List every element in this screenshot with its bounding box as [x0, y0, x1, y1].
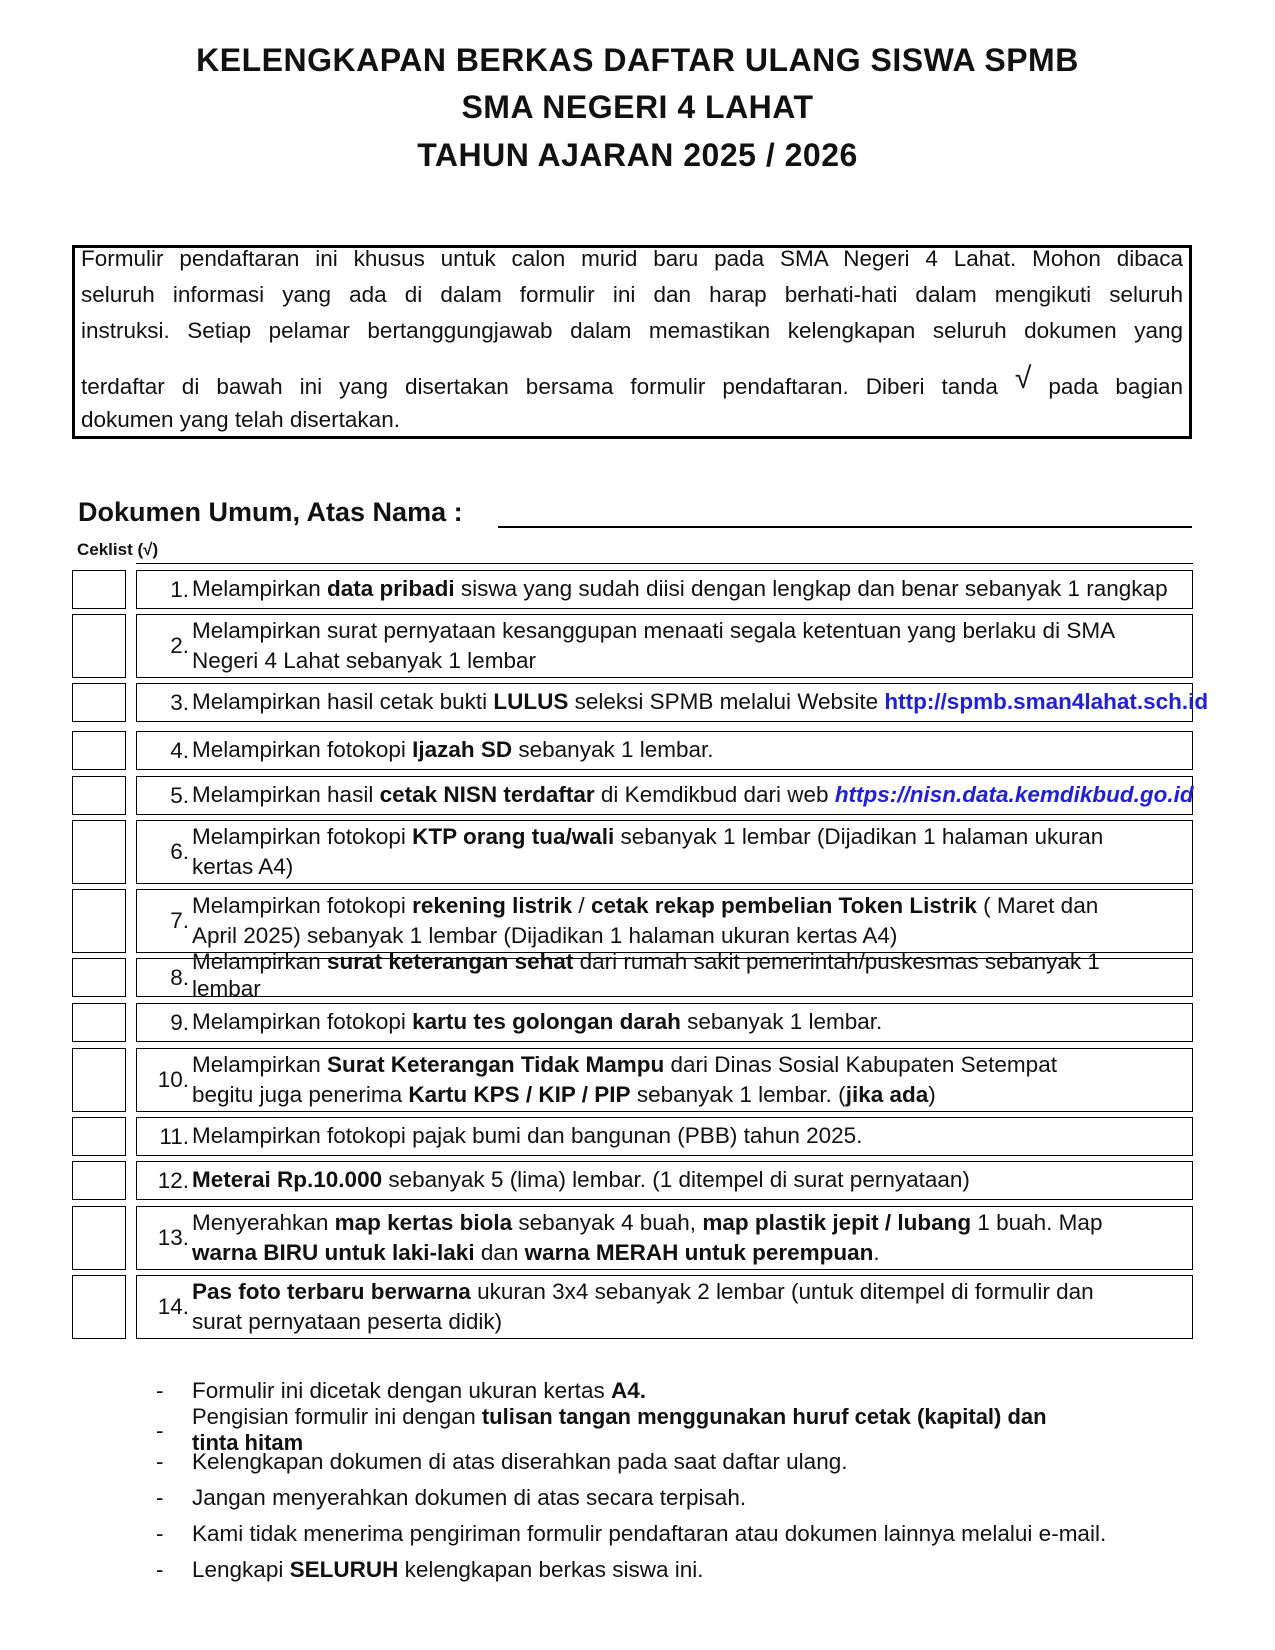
checklist-item [136, 776, 1193, 815]
note-text [192, 1404, 1047, 1455]
name-underline-field[interactable] [498, 526, 1192, 528]
item-number: 10. [157, 1067, 189, 1092]
note-text [192, 1376, 646, 1406]
item-number: 2. [170, 633, 189, 658]
text-segment: Melampirkan [192, 949, 328, 974]
text-segment: Formulir ini dicetak dengan ukuran kertas [192, 1378, 611, 1403]
text-segment: A4. [610, 1378, 646, 1403]
item-text-line-1 [192, 1050, 1192, 1080]
checklist-checkbox[interactable] [72, 1003, 126, 1042]
text-segment: Surat Keterangan Tidak Mampu [327, 1052, 665, 1077]
text-segment: lembar [192, 976, 261, 1001]
text-segment: Melampirkan fotokopi pajak bumi dan bangunan (PBB) tahun 2025. [192, 1123, 863, 1148]
checklist-checkbox[interactable] [72, 570, 126, 609]
intro-line-4-text-b: pada bagian [1048, 374, 1183, 399]
text-segment: tinta hitam [192, 1430, 304, 1455]
item-number: 8. [170, 964, 189, 990]
item-text-line-2 [192, 646, 1192, 676]
item-text-line-1 [192, 1277, 1192, 1307]
checklist-item [136, 614, 1193, 678]
text-segment: map plastik jepit / lubang [702, 1210, 972, 1235]
item-number: 5. [170, 782, 189, 808]
text-segment: Negeri 4 Lahat sebanyak 1 lembar [192, 648, 536, 673]
text-segment: sebanyak 1 lembar. ( [630, 1082, 846, 1107]
text-segment: Kelengkapan dokumen di atas diserahkan pada saat daftar ulang. [192, 1449, 848, 1474]
item-number: 11. [159, 1123, 189, 1149]
text-segment: Melampirkan fotokopi [192, 824, 413, 849]
text-segment: siswa yang sudah diisi dengan lengkap dan benar sebanyak 1 rangkap [454, 576, 1168, 601]
note-dash: - [156, 1378, 164, 1403]
text-segment: Melampirkan fotokopi [192, 737, 413, 762]
note-text [192, 1483, 746, 1513]
website-link[interactable]: https://nisn.data.kemdikbud.go.id [834, 782, 1194, 807]
text-segment: dan [474, 1240, 525, 1265]
note-dash: - [156, 1485, 164, 1510]
intro-line-1: Formulir pendaftaran ini khusus untuk calon murid baru pada SMA Negeri 4 Lahat. Mohon dibaca [81, 246, 1183, 271]
item-text-line-2 [192, 852, 1192, 882]
checklist-item [136, 1048, 1193, 1112]
text-segment: Melampirkan fotokopi [192, 1009, 413, 1034]
text-segment: warna BIRU untuk laki-laki [192, 1240, 475, 1265]
text-segment: surat keterangan sehat [327, 949, 574, 974]
text-segment: kartu tes golongan darah [412, 1009, 681, 1034]
item-text-line-1 [192, 1208, 1192, 1238]
text-segment: . [873, 1240, 880, 1265]
item-text-line-2 [192, 1080, 1192, 1110]
text-segment: April 2025) sebanyak 1 lembar (Dijadikan 1 halaman ukuran kertas A4) [192, 923, 898, 948]
text-segment: ) [928, 1082, 936, 1107]
page-title-line-1: KELENGKAPAN BERKAS DAFTAR ULANG SISWA SPMB [196, 42, 1079, 78]
text-segment: surat pernyataan peserta didik) [192, 1309, 503, 1334]
text-segment: data pribadi [327, 576, 455, 601]
text-segment: Meterai Rp.10.000 [192, 1167, 383, 1192]
checklist-checkbox[interactable] [72, 614, 126, 678]
text-segment: Melampirkan fotokopi [192, 893, 413, 918]
checklist-item [136, 1275, 1193, 1339]
website-link[interactable]: http://spmb.sman4lahat.sch.id [884, 689, 1209, 714]
checklist-checkbox[interactable] [72, 1206, 126, 1270]
item-text-line-1 [192, 822, 1192, 852]
intro-line-4 [81, 362, 1183, 402]
item-text-line-1 [192, 574, 1192, 604]
text-segment: kelengkapan berkas siswa ini. [398, 1557, 704, 1582]
text-segment: ukuran 3x4 sebanyak 2 lembar (untuk ditempel di formulir dan [470, 1279, 1094, 1304]
text-segment: Pas foto terbaru berwarna [192, 1279, 471, 1304]
item-text-line-1 [192, 1121, 1192, 1151]
text-segment: sebanyak 5 (lima) lembar. (1 ditempel di surat pernyataan) [382, 1167, 970, 1192]
text-segment: warna MERAH untuk perempuan [524, 1240, 874, 1265]
note-text [192, 1447, 847, 1477]
item-number: 14. [157, 1294, 189, 1319]
item-text-line-1 [192, 1165, 1192, 1195]
text-segment: cetak NISN terdaftar [379, 782, 595, 807]
item-text-line-1 [192, 687, 1209, 717]
text-segment: SELURUH [289, 1557, 399, 1582]
item-number: 4. [170, 737, 189, 763]
text-segment: tulisan tangan menggunakan huruf cetak (kapital) dan [481, 1404, 1047, 1429]
checklist-item [136, 949, 1193, 1001]
checklist-item [136, 1117, 1193, 1156]
text-segment: seleksi SPMB melalui Website [568, 689, 885, 714]
checklist-checkbox[interactable] [72, 1048, 126, 1112]
checklist-item [136, 820, 1193, 884]
text-segment: jika ada [845, 1082, 929, 1107]
text-segment: sebanyak 4 buah, [512, 1210, 703, 1235]
text-segment: Melampirkan surat pernyataan kesanggupan menaati segala ketentuan yang berlaku di SMA [192, 618, 1116, 643]
note-dash: - [156, 1418, 164, 1443]
section-heading: Dokumen Umum, Atas Nama : [78, 497, 463, 527]
item-number: 1. [170, 576, 189, 602]
text-segment: Lengkapi [192, 1557, 290, 1582]
intro-instructions-box [72, 245, 1192, 439]
ceklist-label: Ceklist (√) [77, 540, 159, 559]
item-text-line-1 [192, 891, 1192, 921]
checklist-item [136, 570, 1193, 609]
intro-line-4-text-a: terdaftar di bawah ini yang disertakan bersama formulir pendaftaran. Diberi tanda [81, 374, 998, 399]
intro-line-2: seluruh informasi yang ada di dalam formulir ini dan harap berhati-hati dalam mengikuti seluruh [81, 282, 1183, 307]
text-segment: begitu juga penerima [192, 1082, 409, 1107]
note-dash: - [156, 1521, 164, 1546]
item-text-line-1 [192, 735, 1192, 765]
text-segment: di Kemdikbud dari web [594, 782, 835, 807]
text-segment: Kami tidak menerima pengiriman formulir pendaftaran atau dokumen lainnya melalui e-mail. [192, 1521, 1107, 1546]
text-segment: Jangan menyerahkan dokumen di atas secara terpisah. [192, 1485, 747, 1510]
text-segment: Melampirkan [192, 576, 328, 601]
text-segment: Melampirkan hasil [192, 782, 380, 807]
note-text [192, 1519, 1106, 1549]
text-segment: Melampirkan [192, 1052, 328, 1077]
item-text-line-1 [192, 616, 1192, 646]
note-text [192, 1555, 704, 1585]
note-dash: - [156, 1449, 164, 1474]
text-segment: 1 buah. Map [971, 1210, 1103, 1235]
text-segment: Melampirkan hasil cetak bukti [192, 689, 494, 714]
checklist-checkbox[interactable] [72, 683, 126, 722]
checklist-checkbox[interactable] [72, 820, 126, 884]
checkmark-symbol: √ [1014, 362, 1032, 395]
text-segment: sebanyak 1 lembar. [512, 737, 714, 762]
item-text-line-2 [192, 974, 1192, 1004]
text-segment: LULUS [493, 689, 569, 714]
text-segment: ( Maret dan [976, 893, 1099, 918]
text-segment: dari Dinas Sosial Kabupaten Setempat [664, 1052, 1057, 1077]
intro-line-5: dokumen yang telah disertakan. [81, 407, 400, 432]
item-number: 12. [157, 1167, 189, 1193]
text-segment: KTP orang tua/wali [412, 824, 615, 849]
checklist-item [136, 683, 1209, 722]
item-number: 3. [170, 689, 189, 715]
item-number: 7. [170, 908, 189, 933]
checklist-checkbox[interactable] [72, 1117, 126, 1156]
checklist-checkbox[interactable] [72, 776, 126, 815]
table-top-rule [136, 563, 1193, 564]
item-text-line-1 [192, 780, 1192, 810]
text-segment: sebanyak 1 lembar. [680, 1009, 883, 1034]
checklist-checkbox[interactable] [72, 1161, 126, 1200]
checklist-item [136, 1003, 1193, 1042]
item-text-line-2 [192, 1307, 1192, 1337]
item-number: 13. [157, 1225, 189, 1250]
checklist-checkbox[interactable] [72, 889, 126, 953]
text-segment: Ijazah SD [412, 737, 513, 762]
checklist-item [136, 1161, 1193, 1200]
text-segment: dari rumah sakit pemerintah/puskesmas sebanyak 1 [573, 949, 1100, 974]
text-segment: Kartu KPS / KIP / PIP [408, 1082, 631, 1107]
note-dash: - [156, 1557, 164, 1582]
item-number: 6. [170, 839, 189, 864]
text-segment: cetak rekap pembelian Token Listrik [590, 893, 977, 918]
text-segment: Menyerahkan [192, 1210, 335, 1235]
text-segment: sebanyak 1 lembar (Dijadikan 1 halaman ukuran [614, 824, 1104, 849]
item-text-line-1 [192, 1007, 1192, 1037]
checklist-checkbox[interactable] [72, 731, 126, 770]
text-segment: rekening listrik [412, 893, 573, 918]
item-number: 9. [170, 1009, 189, 1035]
text-segment: Pengisian formulir ini dengan [192, 1404, 482, 1429]
item-text-line-2 [192, 1238, 1192, 1268]
checklist-checkbox[interactable] [72, 1275, 126, 1339]
page-title-line-2: SMA NEGERI 4 LAHAT [461, 89, 814, 125]
item-text-line-1 [192, 947, 1192, 977]
intro-line-3: instruksi. Setiap pelamar bertanggungjawab dalam memastikan kelengkapan seluruh dokumen yang [81, 318, 1183, 343]
checklist-item [136, 1206, 1193, 1270]
checklist-item [136, 731, 1193, 770]
text-segment: map kertas biola [334, 1210, 513, 1235]
checklist-checkbox[interactable] [72, 958, 126, 997]
checklist-item [136, 889, 1193, 953]
text-segment: / [572, 893, 591, 918]
page-title-line-3: TAHUN AJARAN 2025 / 2026 [417, 137, 858, 173]
text-segment: kertas A4) [192, 854, 294, 879]
